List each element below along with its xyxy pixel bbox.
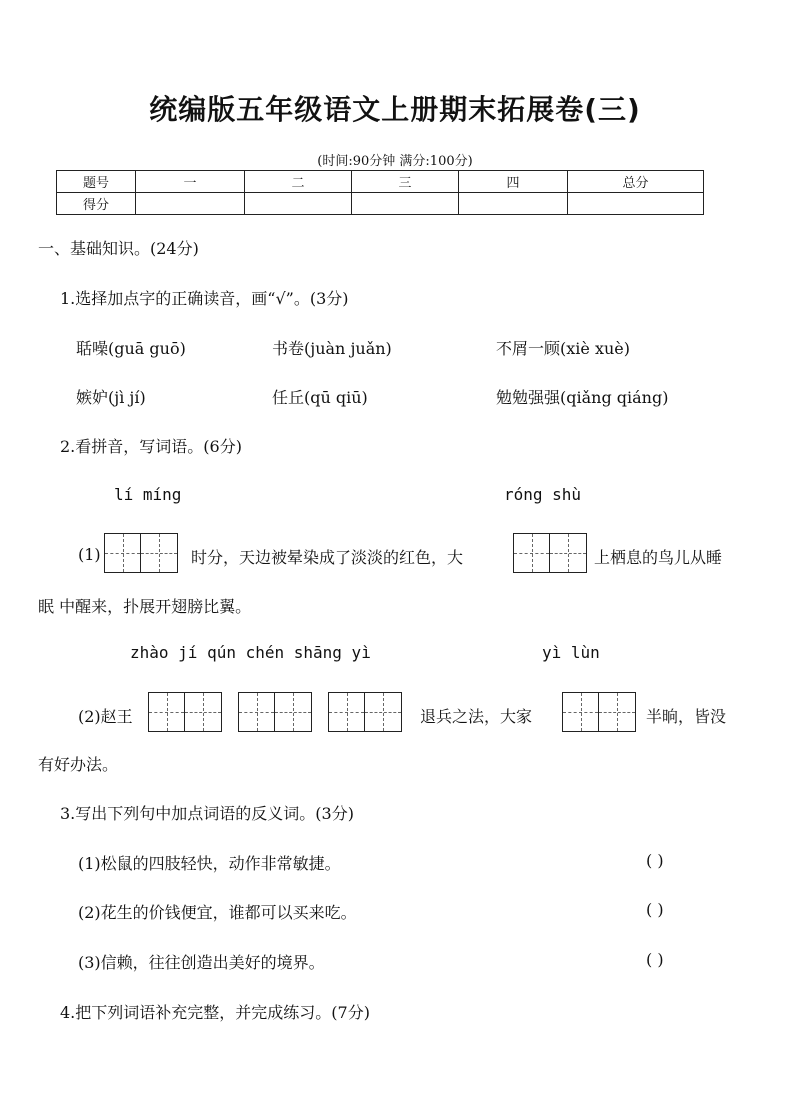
writing-cell[interactable] bbox=[329, 693, 365, 731]
answer-blank[interactable]: ( ) bbox=[646, 900, 664, 919]
sentence-text: 半晌，皆没 bbox=[646, 707, 727, 726]
score-table-score-row bbox=[57, 193, 704, 215]
pinyin-prompt: lí míng bbox=[114, 485, 182, 504]
question-4-prompt: 4.把下列词语补充完整，并完成练习。(7分) bbox=[60, 1003, 370, 1022]
writing-cell[interactable] bbox=[365, 693, 401, 731]
writing-grid-shangyi[interactable] bbox=[328, 692, 402, 732]
writing-cell[interactable] bbox=[149, 693, 185, 731]
sentence-continuation: 有好办法。 bbox=[38, 755, 119, 774]
section-heading: 一、基础知识。(24分) bbox=[38, 239, 199, 258]
writing-grid-liming[interactable] bbox=[104, 533, 178, 573]
answer-blank[interactable]: ( ) bbox=[646, 851, 664, 870]
score-header-cell: 总分 bbox=[568, 171, 704, 193]
writing-cell[interactable] bbox=[141, 534, 177, 572]
writing-cell[interactable] bbox=[105, 534, 141, 572]
score-row-label: 得分 bbox=[57, 193, 136, 215]
writing-cell[interactable] bbox=[275, 693, 311, 731]
q1-option: 勉勉强强(qiǎng qiáng) bbox=[496, 388, 669, 407]
sentence-label: (2)赵王 bbox=[78, 707, 133, 726]
question-3-prompt: 3.写出下列句中加点词语的反义词。(3分) bbox=[60, 804, 354, 823]
score-table-header-row bbox=[57, 171, 704, 193]
score-input-cell[interactable] bbox=[568, 193, 704, 215]
q1-option: 任丘(qū qiū) bbox=[272, 388, 368, 407]
question-2-prompt: 2.看拼音，写词语。(6分) bbox=[60, 437, 242, 456]
score-input-cell[interactable] bbox=[136, 193, 245, 215]
q1-option: 聒噪(guā guō) bbox=[76, 339, 186, 358]
q1-option: 书卷(juàn juǎn) bbox=[272, 339, 392, 358]
pinyin-prompt: róng shù bbox=[504, 485, 582, 504]
exam-info: (时间:90分钟 满分:100分) bbox=[317, 154, 473, 169]
sentence-label: (1) bbox=[78, 545, 101, 564]
q3-sentence: (1)松鼠的四肢轻快，动作非常敏捷。 bbox=[78, 854, 341, 873]
q1-option: 嫉妒(jì jí) bbox=[76, 388, 146, 407]
score-header-cell: 二 bbox=[245, 171, 352, 193]
score-header-cell: 题号 bbox=[57, 171, 136, 193]
writing-cell[interactable] bbox=[550, 534, 586, 572]
writing-cell[interactable] bbox=[185, 693, 221, 731]
score-input-cell[interactable] bbox=[352, 193, 459, 215]
writing-cell[interactable] bbox=[514, 534, 550, 572]
score-input-cell[interactable] bbox=[245, 193, 352, 215]
q1-option: 不屑一顾(xiè xuè) bbox=[496, 339, 630, 358]
pinyin-prompt: yì lùn bbox=[542, 643, 600, 662]
score-header-cell: 一 bbox=[136, 171, 245, 193]
writing-grid-rongshu[interactable] bbox=[513, 533, 587, 573]
q3-sentence: (2)花生的价钱便宜，谁都可以买来吃。 bbox=[78, 903, 357, 922]
question-1-prompt: 1.选择加点字的正确读音，画“√”。(3分) bbox=[60, 289, 349, 308]
page-title: 统编版五年级语文上册期末拓展卷(三) bbox=[149, 93, 641, 126]
score-table bbox=[56, 170, 704, 215]
sentence-text: 时分，天边被晕染成了淡淡的红色，大 bbox=[191, 548, 464, 567]
writing-cell[interactable] bbox=[599, 693, 635, 731]
writing-grid-zhaoji[interactable] bbox=[148, 692, 222, 732]
sentence-text: 退兵之法，大家 bbox=[420, 707, 533, 726]
sentence-continuation: 眠 中醒来，扑展开翅膀比翼。 bbox=[38, 597, 252, 616]
q3-sentence: (3)信赖，往往创造出美好的境界。 bbox=[78, 953, 325, 972]
score-header-cell: 三 bbox=[352, 171, 459, 193]
writing-grid-qunchen[interactable] bbox=[238, 692, 312, 732]
score-input-cell[interactable] bbox=[459, 193, 568, 215]
writing-grid-yilun[interactable] bbox=[562, 692, 636, 732]
writing-cell[interactable] bbox=[239, 693, 275, 731]
writing-cell[interactable] bbox=[563, 693, 599, 731]
score-header-cell: 四 bbox=[459, 171, 568, 193]
answer-blank[interactable]: ( ) bbox=[646, 950, 664, 969]
pinyin-prompt: zhào jí qún chén shāng yì bbox=[130, 643, 371, 662]
sentence-text: 上栖息的鸟儿从睡 bbox=[594, 548, 723, 567]
